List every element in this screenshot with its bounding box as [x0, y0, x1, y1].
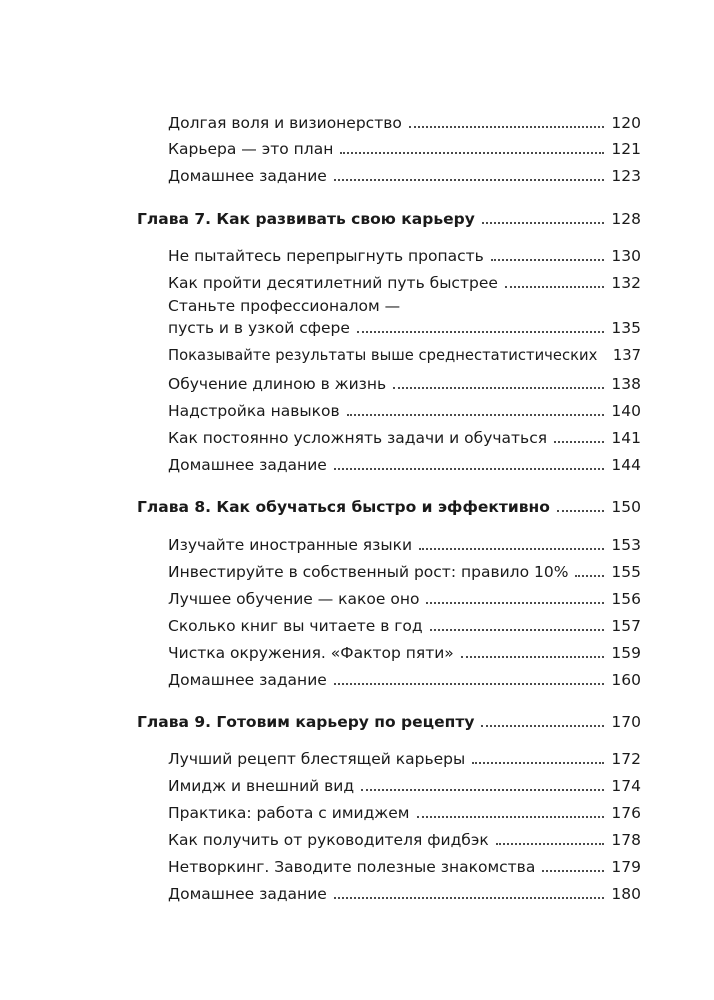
- toc-entry-page: 123: [611, 167, 641, 185]
- toc-entry-page: 180: [611, 885, 641, 903]
- toc-entry[interactable]: [168, 830, 641, 850]
- dot-leader: [419, 548, 604, 550]
- dot-leader: [557, 510, 605, 512]
- toc-entry-page: 135: [611, 319, 641, 337]
- toc-entry-title: Лучшее обучение — какое оно: [168, 590, 420, 608]
- toc-entry-title: Сколько книг вы читаете в год: [168, 617, 423, 635]
- toc-entry-title: Инвестируйте в собственный рост: правило 10%: [168, 563, 569, 581]
- toc-entry[interactable]: [168, 857, 641, 877]
- toc-entry[interactable]: [168, 589, 641, 609]
- dot-leader: [430, 629, 605, 631]
- dot-leader: [554, 441, 604, 443]
- toc-entry[interactable]: [168, 643, 641, 663]
- dot-leader: [357, 331, 604, 333]
- toc-entry-title: Домашнее задание: [168, 456, 327, 474]
- toc-entry[interactable]: [168, 273, 641, 293]
- dot-leader: [505, 286, 605, 288]
- dot-leader: [347, 414, 605, 416]
- dot-leader: [334, 468, 605, 470]
- toc-entry-title: Обучение длиною в жизнь: [168, 375, 387, 393]
- toc-entry-page: 144: [611, 456, 641, 474]
- toc-entry-title: Показывайте результаты выше среднестатистических: [168, 347, 598, 364]
- toc-entry-title: Домашнее задание: [168, 671, 327, 689]
- toc-entry-page: 138: [611, 375, 641, 393]
- toc-entry-title: пусть и в узкой сфере: [168, 319, 350, 337]
- toc-entry[interactable]: [168, 318, 641, 338]
- toc-entry-title: Как постоянно усложнять задачи и обучаться: [168, 429, 548, 447]
- toc-entry-title-line1: Станьте профессионалом —: [168, 297, 401, 315]
- toc-entry-page: 121: [611, 140, 641, 158]
- dot-leader: [481, 725, 604, 727]
- toc-entry[interactable]: [168, 374, 641, 394]
- toc-chapter-9[interactable]: [137, 712, 641, 732]
- toc-entry[interactable]: [168, 166, 641, 186]
- toc-entry-page: 130: [611, 247, 641, 265]
- dot-leader: [461, 656, 605, 658]
- toc-entry-page: 140: [611, 402, 641, 420]
- toc-entry-title: Чистка окружения. «Фактор пяти»: [168, 644, 454, 662]
- dot-leader: [334, 897, 605, 899]
- toc-chapter-page: 150: [611, 498, 641, 516]
- dot-leader: [340, 152, 604, 154]
- toc-chapter-title: Глава 9. Готовим карьеру по рецепту: [137, 713, 475, 731]
- toc-entry-page: 155: [611, 563, 641, 581]
- dot-leader: [575, 575, 604, 577]
- toc-entry[interactable]: [168, 428, 641, 448]
- toc-entry-title: Как пройти десятилетний путь быстрее: [168, 274, 498, 292]
- dot-leader: [334, 683, 605, 685]
- toc-entry-title: Как получить от руководителя фидбэк: [168, 831, 489, 849]
- toc-entry-title: Карьера — это план: [168, 140, 334, 158]
- toc-entry[interactable]: [168, 803, 641, 823]
- toc-entry-title: Домашнее задание: [168, 885, 327, 903]
- toc-entry-page: 120: [611, 114, 641, 132]
- toc-entry-page: 157: [611, 617, 641, 635]
- dot-leader: [417, 816, 605, 818]
- toc-entry-page: 141: [611, 429, 641, 447]
- dot-leader: [409, 126, 605, 128]
- toc-entry-title: Надстройка навыков: [168, 402, 340, 420]
- toc-entry[interactable]: [168, 776, 641, 796]
- toc-chapter-8[interactable]: [137, 497, 641, 517]
- toc-chapter-7[interactable]: [137, 209, 641, 229]
- toc-chapter-page: 128: [611, 210, 641, 228]
- toc-entry-page: 178: [611, 831, 641, 849]
- toc-entry-title: Лучший рецепт блестящей карьеры: [168, 750, 466, 768]
- toc-entry[interactable]: [168, 346, 641, 366]
- toc-entry-page: 176: [611, 804, 641, 822]
- dot-leader: [472, 762, 604, 764]
- toc-entry-page: 132: [611, 274, 641, 292]
- dot-leader: [426, 602, 604, 604]
- dot-leader: [393, 387, 604, 389]
- dot-leader: [361, 789, 604, 791]
- toc-chapter-title: Глава 7. Как развивать свою карьеру: [137, 210, 475, 228]
- toc-entry-page: 137: [612, 347, 641, 364]
- toc-entry[interactable]: [168, 670, 641, 690]
- toc-chapter-page: 170: [611, 713, 641, 731]
- toc-entry[interactable]: [168, 535, 641, 555]
- toc-entry[interactable]: [168, 139, 641, 159]
- dot-leader: [334, 179, 605, 181]
- toc-entry[interactable]: [168, 616, 641, 636]
- toc-entry-page: 156: [611, 590, 641, 608]
- toc-entry-title: Домашнее задание: [168, 167, 327, 185]
- toc-entry[interactable]: [168, 884, 641, 904]
- toc-entry[interactable]: [168, 246, 641, 266]
- dot-leader: [482, 222, 605, 224]
- toc-entry-page: 172: [611, 750, 641, 768]
- toc-entry-title: Долгая воля и визионерство: [168, 114, 402, 132]
- toc-entry[interactable]: [168, 401, 641, 421]
- toc-entry-title: Нетворкинг. Заводите полезные знакомства: [168, 858, 536, 876]
- toc-entry-page: 174: [611, 777, 641, 795]
- dot-leader: [542, 870, 604, 872]
- toc-chapter-title: Глава 8. Как обучаться быстро и эффективно: [137, 498, 550, 516]
- toc-entry-page: 153: [611, 536, 641, 554]
- toc-entry-page: 159: [611, 644, 641, 662]
- toc-entry-title: Практика: работа с имиджем: [168, 804, 410, 822]
- dot-leader: [491, 259, 605, 261]
- toc-entry-title: Имидж и внешний вид: [168, 777, 355, 795]
- toc-entry[interactable]: [168, 749, 641, 769]
- toc-entry-page: 179: [611, 858, 641, 876]
- toc-entry-title: Не пытайтесь перепрыгнуть пропасть: [168, 247, 484, 265]
- dot-leader: [496, 843, 605, 845]
- toc-entry-page: 160: [611, 671, 641, 689]
- toc-entry[interactable]: [168, 113, 641, 133]
- toc-entry[interactable]: [168, 455, 641, 475]
- toc-entry-title: Изучайте иностранные языки: [168, 536, 413, 554]
- toc-entry[interactable]: [168, 562, 641, 582]
